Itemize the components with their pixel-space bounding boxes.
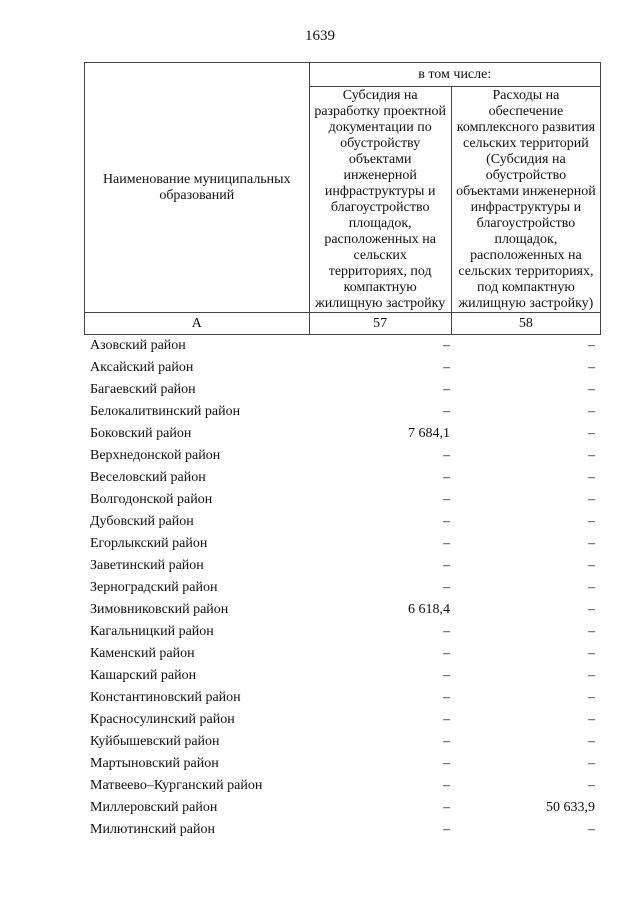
- value-58: –: [588, 822, 595, 837]
- value-58: –: [588, 646, 595, 661]
- value-57: –: [443, 448, 450, 463]
- table-row: [90, 797, 601, 819]
- header-col-58: Расходы на обеспечение комплексного развития сельских территорий (Субсидия на обустройство объектами инженерной инфраструктуры и благоустройство площадок, расположенных на сельских территориях, под компактную жилищную застройку): [451, 87, 600, 313]
- value-57: –: [443, 338, 450, 353]
- value-57: –: [443, 712, 450, 727]
- table-row: [90, 599, 601, 621]
- value-57: –: [443, 778, 450, 793]
- value-57: 6 618,4: [408, 602, 450, 617]
- table-row: [90, 621, 601, 643]
- municipality-name: Боковский район: [90, 426, 192, 441]
- value-58: –: [588, 690, 595, 705]
- value-57: –: [443, 580, 450, 595]
- header-name-column: Наименование муниципальных образований: [85, 63, 310, 313]
- value-57: –: [443, 624, 450, 639]
- municipality-name: Заветинский район: [90, 558, 204, 573]
- value-58: –: [588, 536, 595, 551]
- value-58: –: [588, 514, 595, 529]
- value-58: –: [588, 602, 595, 617]
- table-row: [90, 401, 601, 423]
- municipality-name: Каменский район: [90, 646, 195, 661]
- table-row: [90, 445, 601, 467]
- municipality-name: Веселовский район: [90, 470, 206, 485]
- municipality-name: Константиновский район: [90, 690, 241, 705]
- table-row: [90, 467, 601, 489]
- municipality-name: Красносулинский район: [90, 712, 235, 727]
- value-57: 7 684,1: [408, 426, 450, 441]
- municipality-name: Миллеровский район: [90, 800, 218, 815]
- value-57: –: [443, 404, 450, 419]
- page-number: 1639: [305, 28, 335, 44]
- header-code-57: 57: [309, 313, 451, 335]
- value-58: –: [588, 734, 595, 749]
- value-58: –: [588, 778, 595, 793]
- header-code-a: А: [85, 313, 310, 335]
- header-code-58: 58: [451, 313, 600, 335]
- value-57: –: [443, 558, 450, 573]
- table-row: [90, 687, 601, 709]
- value-58: –: [588, 338, 595, 353]
- value-57: –: [443, 536, 450, 551]
- value-58: –: [588, 756, 595, 771]
- municipality-name: Волгодонской район: [90, 492, 213, 507]
- table-row: [90, 335, 601, 357]
- table-row: [90, 709, 601, 731]
- value-57: –: [443, 382, 450, 397]
- value-58: –: [588, 492, 595, 507]
- table-header: [84, 62, 601, 335]
- value-58: –: [588, 426, 595, 441]
- table-row: [90, 665, 601, 687]
- municipality-name: Верхнедонской район: [90, 448, 221, 463]
- value-57: –: [443, 668, 450, 683]
- value-57: –: [443, 492, 450, 507]
- value-58: –: [588, 470, 595, 485]
- value-58: –: [588, 580, 595, 595]
- municipality-name: Зимовниковский район: [90, 602, 229, 617]
- municipality-name: Куйбышевский район: [90, 734, 220, 749]
- municipality-name: Аксайский район: [90, 360, 194, 375]
- municipality-name: Азовский район: [90, 338, 186, 353]
- header-col-57: Субсидия на разработку проектной документации по обустройству объектами инженерной инфраструктуры и благоустройство площадок, расположенных на сельских территориях, под компактную жилищную застройку: [309, 87, 451, 313]
- value-58: –: [588, 382, 595, 397]
- table-row: [90, 643, 601, 665]
- table-row: [90, 357, 601, 379]
- table-row: [90, 489, 601, 511]
- value-57: –: [443, 360, 450, 375]
- table-row: [90, 555, 601, 577]
- value-58: –: [588, 624, 595, 639]
- municipality-name: Егорлыкский район: [90, 536, 208, 551]
- table-row: [90, 731, 601, 753]
- table-row: [90, 533, 601, 555]
- value-58: –: [588, 448, 595, 463]
- value-58: –: [588, 404, 595, 419]
- value-58: –: [588, 668, 595, 683]
- value-57: –: [443, 470, 450, 485]
- table-row: [90, 753, 601, 775]
- value-57: –: [443, 690, 450, 705]
- table-body: [90, 335, 601, 841]
- value-57: –: [443, 734, 450, 749]
- municipality-name: Багаевский район: [90, 382, 196, 397]
- table-row: [90, 577, 601, 599]
- table-row: [90, 819, 601, 841]
- value-58: –: [588, 558, 595, 573]
- value-57: –: [443, 756, 450, 771]
- table-row: [90, 379, 601, 401]
- municipality-name: Милютинский район: [90, 822, 216, 837]
- municipality-name: Кагальницкий район: [90, 624, 214, 639]
- value-58: –: [588, 712, 595, 727]
- table-row: [90, 423, 601, 445]
- municipality-name: Зерноградский район: [90, 580, 218, 595]
- municipality-name: Матвеево–Курганский район: [90, 778, 263, 793]
- value-57: –: [443, 822, 450, 837]
- value-57: –: [443, 800, 450, 815]
- table-row: [90, 511, 601, 533]
- municipality-name: Мартыновский район: [90, 756, 219, 771]
- value-58: 50 633,9: [546, 800, 595, 815]
- municipality-name: Кашарский район: [90, 668, 197, 683]
- value-57: –: [443, 514, 450, 529]
- value-58: –: [588, 360, 595, 375]
- value-57: –: [443, 646, 450, 661]
- municipality-name: Белокалитвинский район: [90, 404, 241, 419]
- table-row: [90, 775, 601, 797]
- header-in-total: в том числе:: [309, 63, 600, 87]
- municipality-name: Дубовский район: [90, 514, 194, 529]
